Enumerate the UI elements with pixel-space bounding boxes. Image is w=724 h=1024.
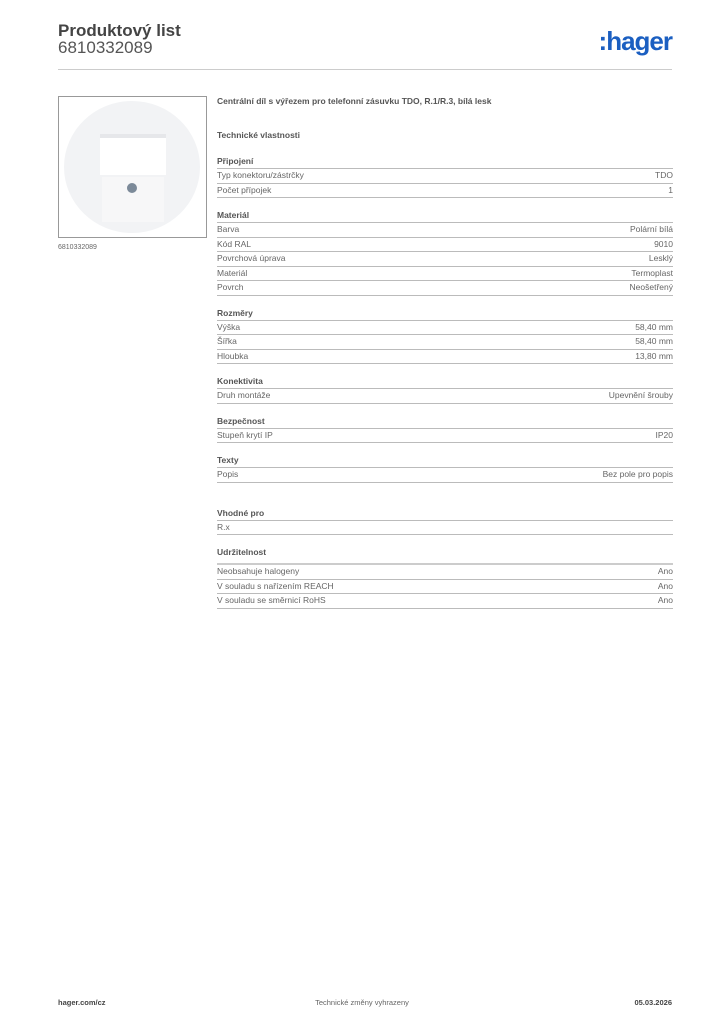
spec-row: [217, 223, 673, 238]
spec-row: [217, 521, 673, 536]
spec-row: [217, 169, 673, 184]
section-title: Rozměry: [217, 307, 673, 321]
spec-label: V souladu se směrnicí RoHS: [217, 595, 326, 605]
section-title: Vhodné pro: [217, 507, 673, 521]
footer-note: Technické změny vyhrazeny: [315, 998, 409, 1007]
page-title: Produktový list: [58, 21, 181, 40]
spec-label: Druh montáže: [217, 390, 271, 400]
spec-row: [217, 580, 673, 595]
spec-label: Materiál: [217, 267, 248, 278]
footer-date: 05.03.2026: [634, 998, 672, 1007]
image-caption: 6810332089: [58, 244, 97, 251]
spec-row: [217, 184, 673, 199]
spec-row: [217, 252, 673, 267]
spec-section: [217, 307, 673, 365]
spec-value: Bez pole pro popis: [602, 469, 673, 479]
spec-label: Kód RAL: [217, 238, 252, 249]
spec-section: [217, 375, 673, 404]
spec-row: [217, 429, 673, 444]
spec-label: Výška: [217, 321, 241, 332]
spec-value: Termoplast: [631, 267, 673, 278]
spec-content: [217, 96, 673, 609]
section-title: Bezpečnost: [217, 415, 673, 429]
spec-section: [217, 155, 673, 198]
spec-label: Barva: [217, 224, 240, 234]
hager-logo: :hager: [598, 26, 672, 56]
spec-label: Povrchová úprava: [217, 253, 286, 263]
header-divider: [58, 69, 672, 70]
spec-value: Ano: [657, 580, 673, 591]
section-title: Konektivita: [217, 375, 673, 389]
spec-section: [217, 507, 673, 536]
section-title: Udržitelnost: [217, 546, 673, 565]
spec-row: [217, 594, 673, 609]
spec-section: [217, 415, 673, 444]
spec-label: Popis: [217, 469, 239, 479]
spec-row: [217, 281, 673, 296]
spec-value: Polární bílá: [630, 224, 673, 234]
spec-label: V souladu s nařízením REACH: [217, 580, 334, 591]
spec-row: [217, 321, 673, 336]
section-title: Texty: [217, 454, 673, 468]
spec-label: Stupeň krytí IP: [217, 429, 273, 440]
spec-section: [217, 546, 673, 609]
spec-label: Typ konektoru/zástrčky: [217, 170, 304, 180]
spec-section: [217, 454, 673, 483]
product-image: [58, 96, 207, 238]
spec-label: Počet přípojek: [217, 184, 272, 195]
spec-value: Lesklý: [648, 253, 673, 263]
spec-value: 9010: [654, 238, 673, 249]
spec-sections: [217, 155, 673, 609]
spec-section: [217, 209, 673, 296]
spec-row: [217, 238, 673, 253]
spec-value: 58,40 mm: [635, 336, 673, 346]
spec-label: Povrch: [217, 282, 244, 292]
spec-row: [217, 565, 673, 580]
spec-value: 58,40 mm: [635, 321, 673, 332]
article-number: 6810332089: [58, 38, 153, 57]
spec-value: IP20: [655, 429, 673, 440]
spec-label: Šířka: [217, 336, 237, 346]
product-name: Centrální díl s výřezem pro telefonní zásuvku TDO, R.1/R.3, bílá lesk: [217, 96, 492, 106]
spec-row: [217, 267, 673, 282]
spec-row: [217, 468, 673, 483]
spec-label: R.x: [217, 521, 230, 532]
tech-heading: Technické vlastnosti: [217, 130, 300, 140]
spec-row: [217, 335, 673, 350]
spec-value: Upevnění šrouby: [608, 390, 673, 400]
footer-website[interactable]: hager.com/cz: [58, 998, 106, 1007]
spec-value: Ano: [657, 566, 673, 576]
spec-value: 13,80 mm: [635, 350, 673, 361]
spec-row: [217, 350, 673, 365]
spec-value: Ano: [657, 595, 673, 605]
spec-value: TDO: [655, 170, 673, 180]
spec-value: 1: [668, 184, 673, 195]
section-title: Připojení: [217, 155, 673, 169]
spec-label: Hloubka: [217, 350, 249, 361]
spec-value: Neošetřený: [629, 282, 673, 292]
section-title: Materiál: [217, 209, 673, 223]
spec-row: [217, 389, 673, 404]
spec-label: Neobsahuje halogeny: [217, 566, 300, 576]
